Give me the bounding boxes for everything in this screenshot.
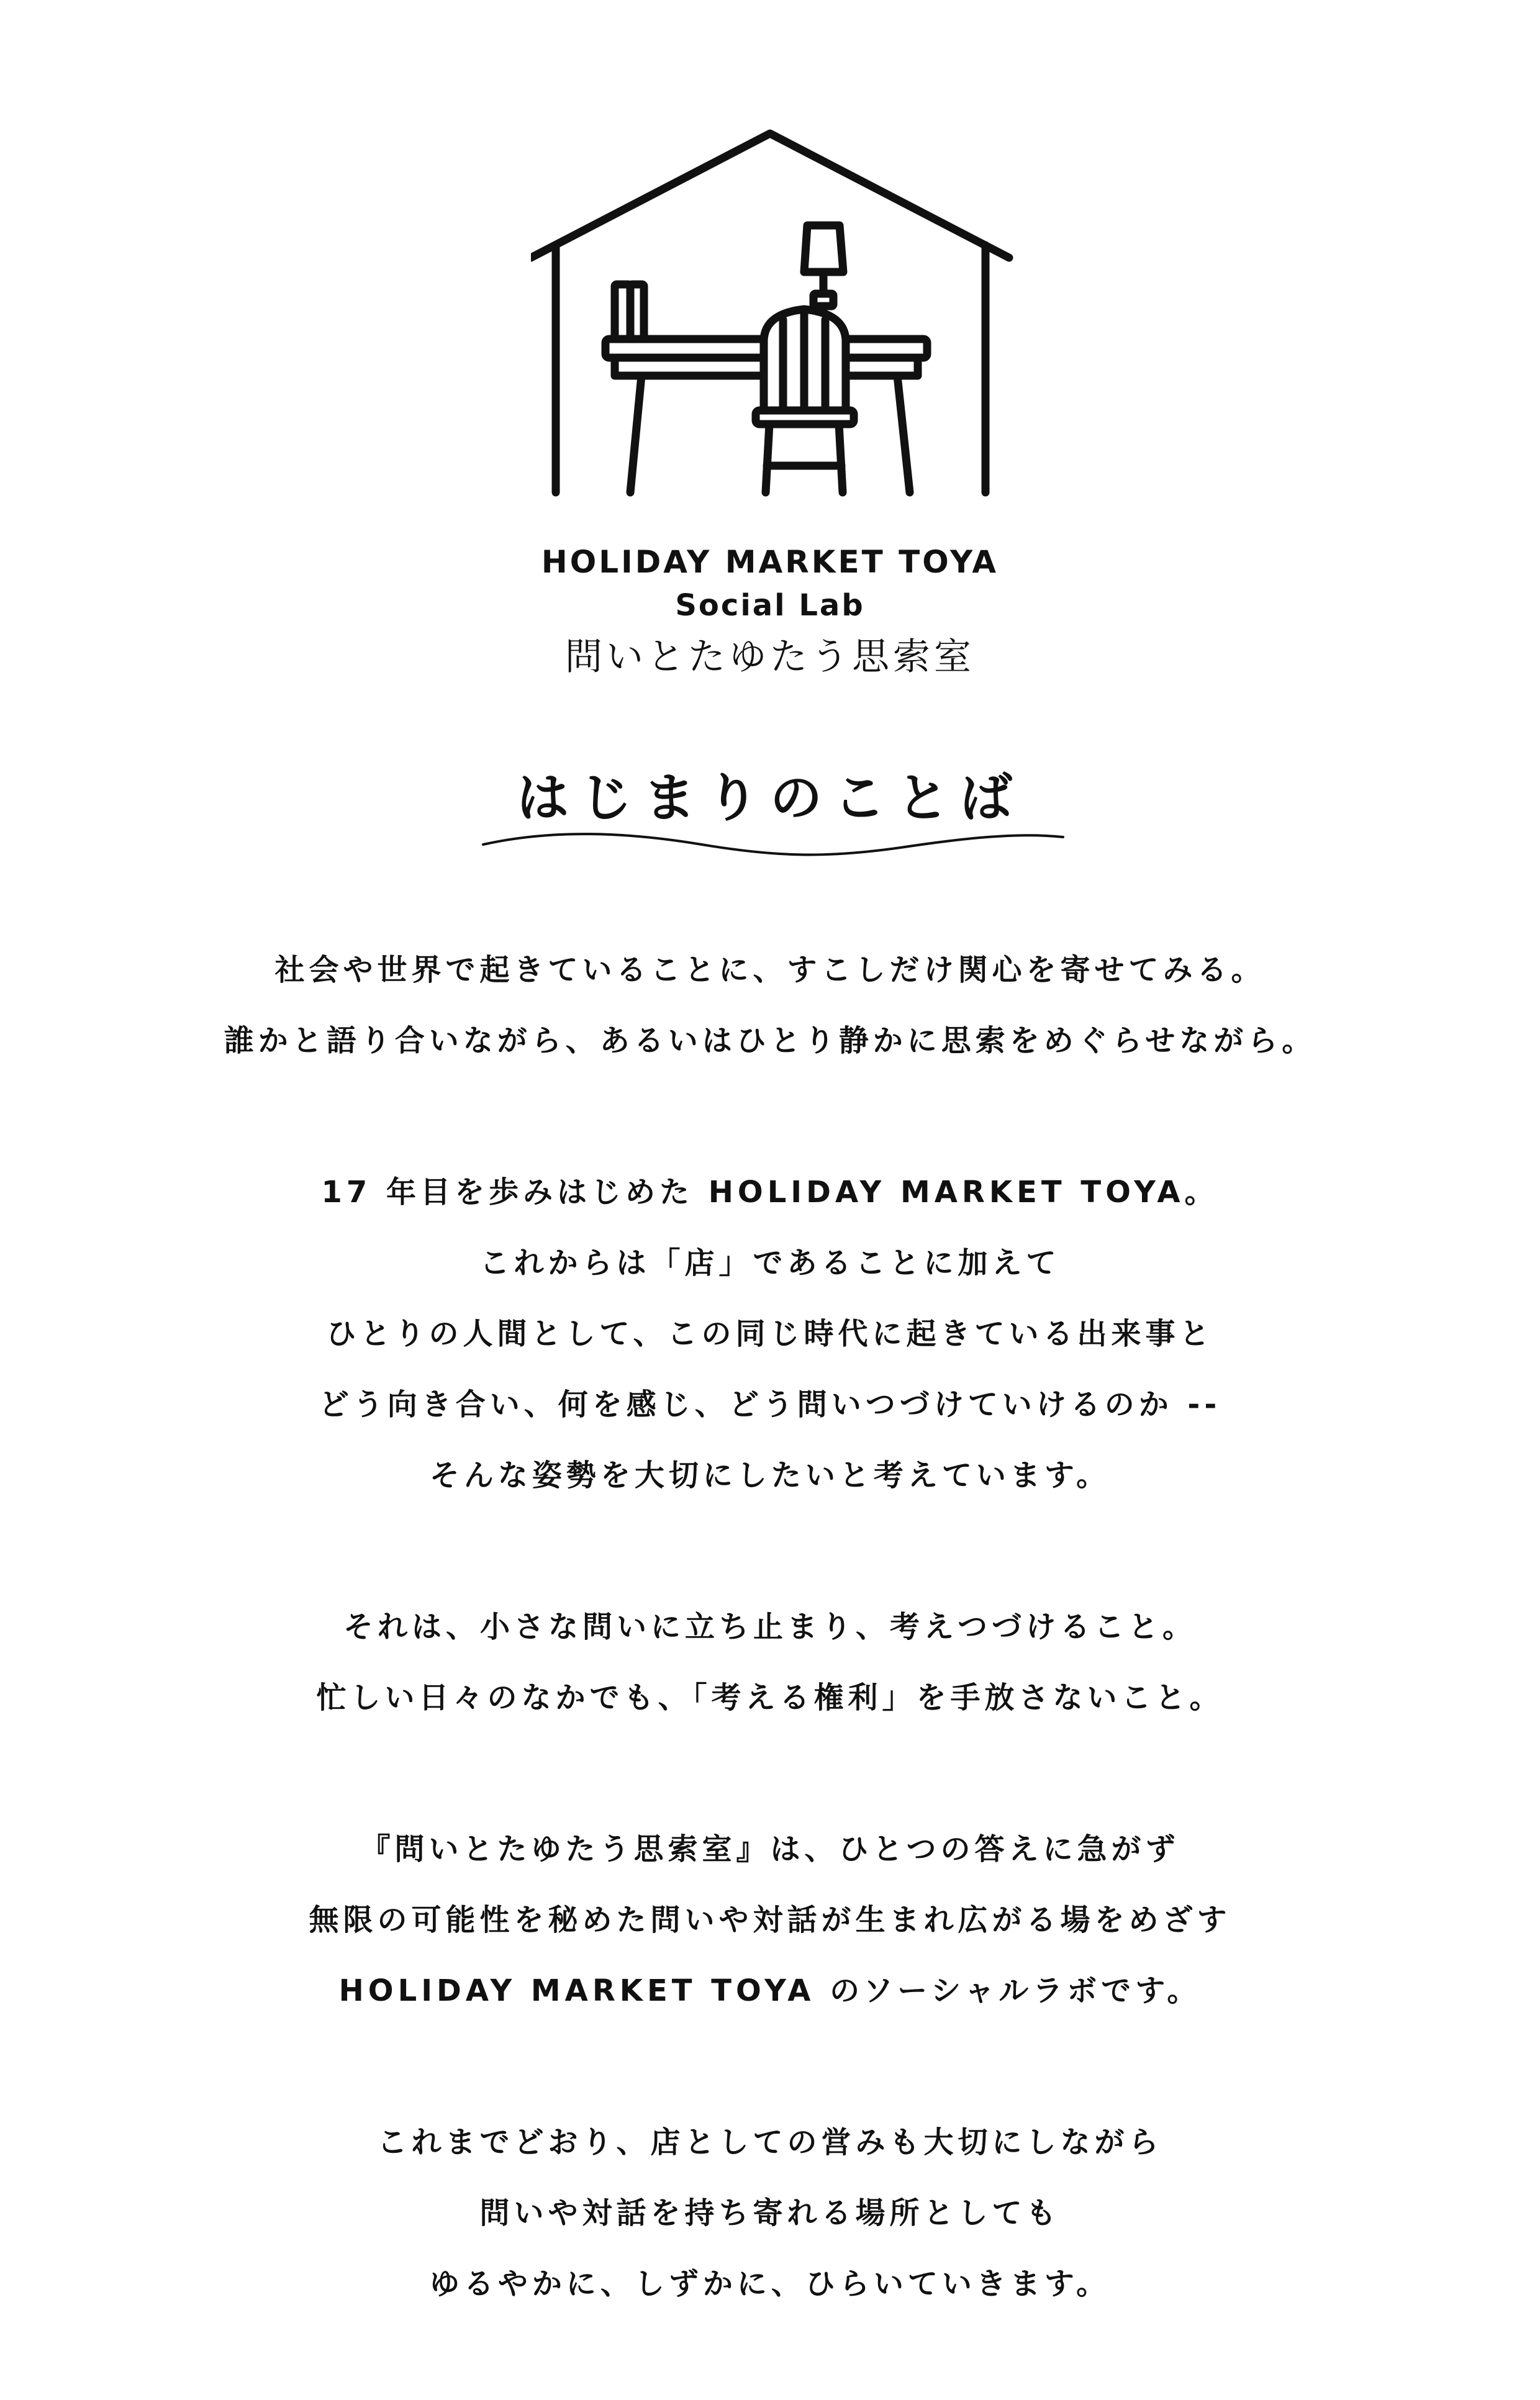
brand-name: HOLIDAY MARKET TOYA xyxy=(541,544,999,580)
house-desk-chair-logo-icon xyxy=(531,127,1015,506)
text-line: 忙しい日々のなかでも、「考える権利」を手放さないこと。 xyxy=(316,1680,1224,1715)
text-line: そんな姿勢を大切にしたいと考えています。 xyxy=(429,1458,1111,1493)
body-text xyxy=(93,935,1447,2400)
chair-icon xyxy=(756,309,854,492)
text-line: 社会や世界で起きていることに、すこしだけ関心を寄せてみる。 xyxy=(274,953,1266,987)
text-line: 無限の可能性を秘めた問いや対話が生まれ広がる場をめざす xyxy=(309,1903,1231,1937)
text-line: これまでどおり、店としての営みも大切にしながら xyxy=(377,2125,1163,2160)
paragraph-2 xyxy=(93,1157,1447,1511)
wave-underline-icon xyxy=(478,820,1068,869)
brand-subtitle: Social Lab xyxy=(675,588,865,623)
paragraph-4 xyxy=(93,1814,1447,2026)
text-line: 『問いとたゆたう思索室』は、ひとつの答えに急がず xyxy=(360,1832,1180,1867)
lamp-icon xyxy=(804,225,843,306)
paragraph-1 xyxy=(93,935,1447,1076)
text-line: 誰かと語り合いながら、あるいはひとり静かに思索をめぐらせながら。 xyxy=(224,1023,1316,1058)
page-title: はじまりのことば xyxy=(516,768,1023,828)
text-line: これからは「店」であることに加えて xyxy=(479,1246,1061,1280)
text-line: ひとりの人間として、この同じ時代に起きている出来事と xyxy=(326,1316,1214,1351)
text-line: ゆるやかに、しずかに、ひらいていきます。 xyxy=(429,2266,1111,2301)
brand-japanese-title: 問いとたゆたう思索室 xyxy=(565,635,975,679)
text-line: 問いや対話を持ち寄れる場所としても xyxy=(479,2196,1061,2230)
text-line: 17 年目を歩みはじめた HOLIDAY MARKET TOYA。 xyxy=(321,1175,1219,1210)
paragraph-5 xyxy=(93,2107,1447,2319)
text-line: それは、小さな問いに立ち止まり、考えつづけること。 xyxy=(343,1610,1197,1644)
paragraph-3 xyxy=(93,1592,1447,1733)
text-line: HOLIDAY MARKET TOYA のソーシャルラボです。 xyxy=(338,1973,1202,2008)
text-line: どう向き合い、何を感じ、どう問いつづけていけるのか -- xyxy=(319,1387,1221,1422)
books-icon xyxy=(615,284,644,339)
